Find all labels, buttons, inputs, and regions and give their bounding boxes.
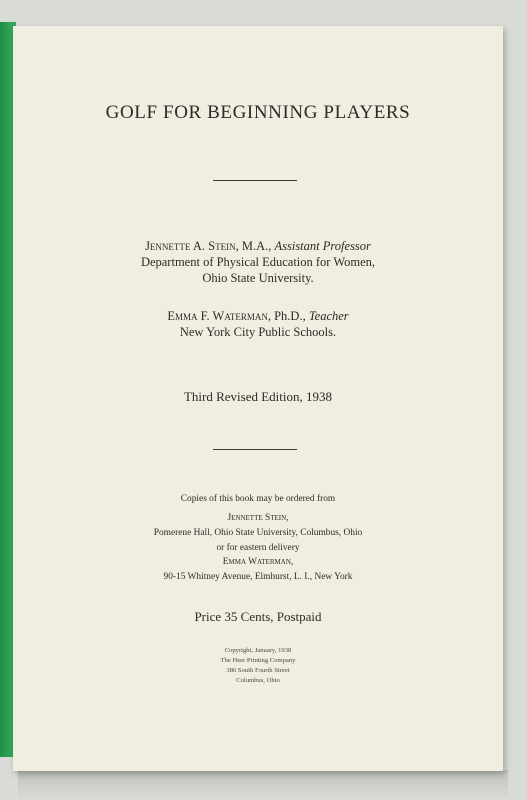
- ordering-intro: Copies of this book may be ordered from: [180, 494, 336, 504]
- divider-rule: [213, 449, 297, 450]
- author-2-line: [13, 308, 503, 324]
- contact-2-address: 90-15 Whitney Avenue, Elmhurst, L. I., New York: [163, 572, 353, 582]
- edition-line: Third Revised Edition, 1938: [183, 389, 333, 404]
- author-2-name: Emma F. Waterman: [167, 309, 268, 323]
- author-1-line: [13, 238, 503, 254]
- contact-1-address: Pomerene Hall, Ohio State University, Columbus, Ohio: [153, 528, 363, 538]
- author-2-role: Teacher: [308, 309, 349, 323]
- imprint-line: The Heer Printing Company: [220, 657, 296, 664]
- book-title: GOLF FOR BEGINNING PLAYERS: [105, 102, 411, 123]
- author-1-affiliation: Department of Physical Education for Women,: [140, 255, 376, 269]
- divider-rule: [213, 180, 297, 181]
- author-1-affiliation: Ohio State University.: [202, 271, 314, 285]
- author-1-name: Jennette A. Stein: [145, 239, 236, 253]
- author-2-affiliation: New York City Public Schools.: [179, 325, 337, 339]
- imprint-line: Copyright, January, 1938: [224, 647, 292, 654]
- title-page: [13, 26, 503, 771]
- author-2-degree: , Ph.D.,: [267, 309, 309, 323]
- contact-2-name: Emma Waterman,: [222, 557, 294, 567]
- contact-1-name: Jennette Stein,: [227, 513, 289, 523]
- delivery-separator: or for eastern delivery: [216, 543, 300, 553]
- price-line: Price 35 Cents, Postpaid: [194, 609, 322, 624]
- author-1-role: Assistant Professor: [274, 239, 371, 253]
- imprint-line: Columbus, Ohio: [236, 677, 280, 684]
- page-shadow: [18, 770, 508, 800]
- author-1-degree: , M.A.,: [235, 239, 275, 253]
- imprint-line: 386 South Fourth Street: [226, 667, 290, 674]
